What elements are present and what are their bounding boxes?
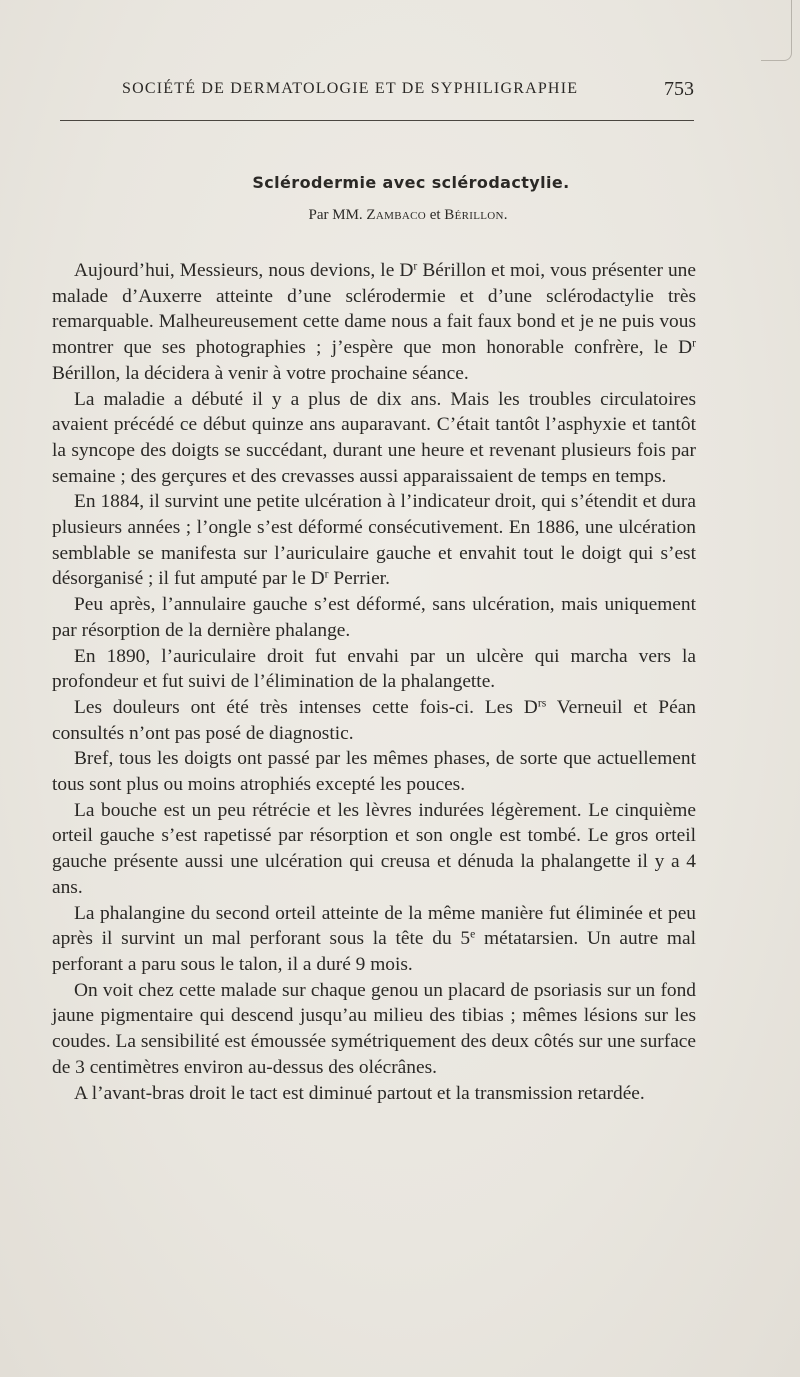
byline-suffix: . (503, 207, 508, 223)
body-paragraph (52, 489, 696, 592)
header-rule (60, 120, 694, 121)
author-name: Zambaco (366, 207, 426, 223)
text-segment: métatarsien. Un autre mal perforant a paru sous le talon, il a duré 9 mois. (52, 928, 696, 975)
author-name: Bérillon (444, 207, 504, 223)
byline-joiner: et (425, 207, 445, 223)
text-segment: Bref, tous les doigts ont passé par les mêmes phases, de sorte que actuellement tous sont plus ou moins atrophiés excepté les pouces. (52, 748, 696, 796)
text-segment: En 1890, l’auriculaire droit fut envahi par un ulcère qui marcha vers la profondeur et fut suivi de l’élimination de la phalangette. (52, 645, 696, 693)
text-segment: La phalangine du second orteil atteinte de la même manière fut éliminée et peu après il survint un mal perforant sous la tête du 5 (52, 902, 696, 950)
body-paragraph (52, 901, 696, 978)
body-paragraph (52, 978, 696, 1081)
superscript: e (470, 927, 476, 941)
text-segment: La maladie a débuté il y a plus de dix ans. Mais les troubles circulatoires avaient précédé ce début quinze ans auparavant. C’était tantôt l’asphyxie et tantôt la syncope des doigts se succédant, durant une heure et revenant plusieurs fois par semaine ; des gerçures et des crevasses aussi apparaissaient de temps en temps. (52, 388, 696, 487)
text-segment: Verneuil et Péan consultés n’ont pas posé de diagnostic. (52, 696, 696, 744)
body-paragraph (52, 644, 696, 695)
text-segment: En 1884, il survint une petite ulcération à l’indicateur droit, qui s’étendit et dura plusieurs années ; l’ongle s’est déformé consécutivement. En 1886, une ulcération semblable se manifesta sur l’auriculaire gauche et envahit tout le doigt qui s’est désorganisé ; il fut amputé par le D (52, 491, 696, 590)
text-segment: Bérillon, la décidera à venir à votre prochaine séance. (52, 362, 469, 384)
byline (0, 207, 800, 224)
text-segment: Aujourd’hui, Messieurs, nous devions, le D (74, 260, 414, 281)
text-segment: Les douleurs ont été très intenses cette fois-ci. Les D (74, 696, 538, 718)
text-segment: A l’avant-bras droit le tact est diminué partout et la transmission retardée. (74, 1082, 645, 1104)
article-body (52, 258, 696, 1106)
body-paragraph (52, 387, 696, 490)
page-number: 753 (664, 78, 694, 100)
text-segment: Bérillon et moi, vous présenter une malade d’Auxerre atteinte d’une sclérodermie et d’une sclérodactylie très remarquable. Malheureusement cette dame nous a fait faux bond et je ne puis vous montrer que ses photographies ; j’espère que mon honorable confrère, le D (52, 260, 696, 359)
running-header (60, 80, 694, 104)
body-paragraph (52, 695, 696, 746)
text-segment: La bouche est un peu rétrécie et les lèvres indurées légèrement. Le cinquième orteil gauche s’est rapetissé par résorption et son ongle est tombé. Le gros orteil gauche présente aussi une ulcération qui creusa et dénuda la phalangette il y a 4 ans. (52, 799, 696, 898)
body-paragraph (52, 592, 696, 643)
text-segment: On voit chez cette malade sur chaque genou un placard de psoriasis sur un fond jaune pigmentaire qui descend jusqu’au milieu des tibias ; mêmes lésions sur les coudes. La sensibilité est émoussée symétriquement des deux côtés sur une surface de 3 centimètres environ au-dessus des olécrânes. (52, 979, 697, 1078)
text-segment: Peu après, l’annulaire gauche s’est déformé, sans ulcération, mais uniquement par résorption de la dernière phalange. (52, 594, 696, 641)
text-segment: Perrier. (328, 568, 390, 590)
byline-prefix: Par MM. (308, 207, 367, 223)
body-paragraph (52, 798, 696, 901)
running-title: SOCIÉTÉ DE DERMATOLOGIE ET DE SYPHILIGRAPHIE (122, 80, 579, 97)
superscript: rs (537, 696, 547, 710)
body-paragraph (52, 258, 696, 387)
superscript: r (692, 336, 696, 350)
page-edge-mark (761, 0, 792, 61)
superscript: r (324, 568, 329, 582)
superscript: r (413, 259, 418, 273)
body-paragraph (52, 746, 696, 797)
body-paragraph (52, 1081, 696, 1107)
article-title: Sclérodermie avec sclérodactylie. (252, 173, 570, 192)
